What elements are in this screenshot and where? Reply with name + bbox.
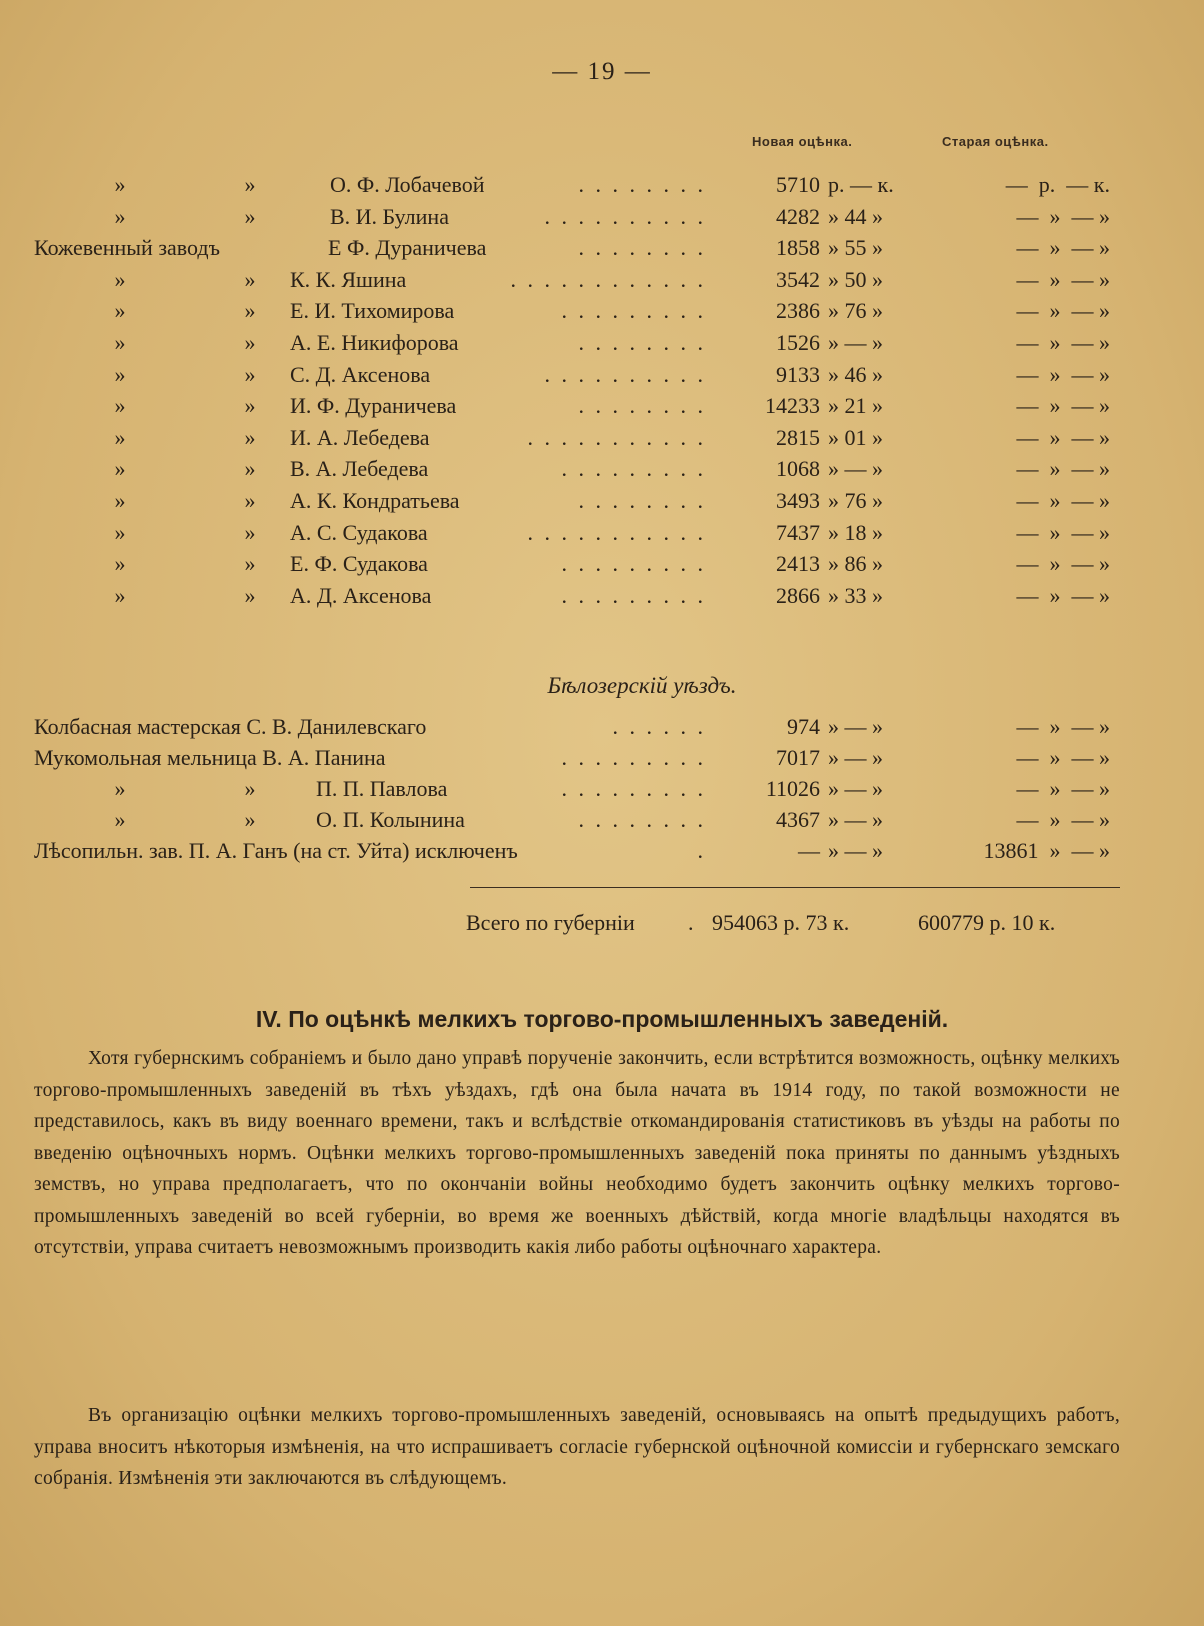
ditto-mark: » bbox=[244, 519, 256, 545]
ditto-mark: » bbox=[244, 488, 256, 513]
ditto-mark: » bbox=[244, 172, 256, 197]
leader-dots: . . . . . . . . . bbox=[561, 582, 706, 608]
table-row bbox=[0, 776, 1204, 806]
ditto-mark: » bbox=[244, 393, 256, 419]
row-name: В. И. Булина bbox=[330, 203, 449, 229]
old-value: — » — » bbox=[1016, 330, 1110, 355]
old-value: — р. — к. bbox=[1005, 172, 1110, 197]
table-row bbox=[0, 362, 1204, 392]
paragraph-2: Въ организацію оцѣнки мелкихъ торгово-промышленныхъ заведеній, основываясь на опытѣ предыдущихъ работъ, управа вноситъ нѣкоторыя измѣненія, на что испрашиваетъ согласіе губернской оцѣночной комиссіи и губернскаго земскаго собранія. Измѣненія эти заключаются въ слѣдующемъ. bbox=[34, 1405, 1120, 1489]
ditto-mark: » bbox=[114, 488, 126, 513]
old-value: 13861 » — » bbox=[983, 838, 1110, 863]
ditto-mark: » bbox=[114, 807, 126, 832]
table-row bbox=[0, 745, 1204, 775]
leader-dots: . . . . . . . . . . . bbox=[527, 424, 706, 450]
old-value: — » — » bbox=[1016, 266, 1110, 292]
total-old: 600779 р. 10 к. bbox=[918, 910, 1056, 935]
old-value: — » — » bbox=[1016, 393, 1110, 419]
ditto-mark: » bbox=[114, 172, 126, 197]
row-name: А. Е. Никифорова bbox=[290, 330, 459, 355]
leader-dots: . . . . . . . . . . . bbox=[527, 519, 706, 545]
leader-dots: . . . . . . . . . . . . bbox=[510, 266, 706, 292]
column-header-old: Старая оцѣнка. bbox=[942, 134, 1049, 149]
new-value-kopecks: » — » bbox=[828, 838, 883, 863]
total-dot: . bbox=[688, 910, 694, 935]
new-value-rubles: 4367 bbox=[776, 807, 820, 832]
new-value-rubles: — bbox=[798, 838, 820, 863]
ditto-mark: » bbox=[244, 424, 256, 450]
ditto-mark: » bbox=[114, 424, 126, 450]
paragraph-1: Хотя губернскимъ собраніемъ и было дано управѣ порученіе закончить, если встрѣтится возможность, оцѣнку мелкихъ торгово-промышленныхъ заведеній въ тѣхъ уѣздахъ, гдѣ она была начата въ 1914 году, по такой возможности не представилось, какъ въ виду военнаго времени, такъ и вслѣдствіе откомандированія статистиковъ въ уѣзды на работы по введенію оцѣночныхъ нормъ. Оцѣнки мелкихъ торгово-промышленныхъ заведеній пока приняты по даннымъ уѣздныхъ земствъ, но управа предполагаетъ, что по окончаніи войны необходимо будетъ закончить оцѣнку мелкихъ торгово-промышленныхъ заведеній во всей губерніи, во время же военныхъ дѣйствій, когда многіе владѣльцы находятся въ отсутствіи, управа считаетъ невозможнымъ производить какія либо работы оцѣночнаго характера. bbox=[34, 1048, 1120, 1258]
table-row bbox=[0, 298, 1204, 328]
old-value: — » — » bbox=[1016, 235, 1110, 261]
new-value-kopecks: » 44 » bbox=[828, 203, 883, 229]
ditto-mark: » bbox=[114, 551, 126, 577]
page-number: — 19 — bbox=[552, 58, 652, 85]
new-value-rubles: 1526 bbox=[776, 330, 820, 355]
row-name: О. Ф. Лобачевой bbox=[330, 172, 485, 197]
old-value: — » — » bbox=[1016, 361, 1110, 387]
table-row bbox=[0, 172, 1204, 202]
new-value-rubles: 4282 bbox=[776, 203, 820, 229]
old-value: — » — » bbox=[1016, 203, 1110, 229]
new-value-kopecks: » — » bbox=[828, 330, 883, 355]
row-name: И. Ф. Дураничева bbox=[290, 393, 457, 419]
new-value-kopecks: » 21 » bbox=[828, 393, 883, 419]
new-value-rubles: 14233 bbox=[765, 393, 820, 419]
new-value-kopecks: » 50 » bbox=[828, 266, 883, 292]
new-value-rubles: 2413 bbox=[776, 551, 820, 577]
leader-dots: . . . . . . . . bbox=[578, 393, 706, 419]
new-value-rubles: 3542 bbox=[776, 266, 820, 292]
leader-dots: . . . . . . . . bbox=[578, 807, 706, 832]
table-row bbox=[0, 456, 1204, 486]
leader-dots: . . . . . . . . . bbox=[561, 776, 706, 801]
table-row bbox=[0, 267, 1204, 297]
district-heading: Бѣлозерскій уѣздъ. bbox=[547, 673, 737, 698]
ditto-mark: » bbox=[114, 776, 126, 801]
ditto-mark: » bbox=[114, 203, 126, 229]
leader-dots: . . . . . . . . bbox=[578, 330, 706, 355]
table-row bbox=[0, 393, 1204, 423]
new-value-rubles: 2386 bbox=[776, 298, 820, 324]
leader-dots: . . . . . . . . bbox=[578, 488, 706, 513]
ditto-mark: » bbox=[114, 456, 126, 482]
row-name: Е. Ф. Судакова bbox=[290, 551, 428, 577]
old-value: — » — » bbox=[1016, 424, 1110, 450]
new-value-rubles: 9133 bbox=[776, 361, 820, 387]
old-value: — » — » bbox=[1016, 488, 1110, 513]
section-title: IV. По оцѣнкѣ мелкихъ торгово-промышленныхъ заведеній. bbox=[255, 1006, 949, 1032]
total-new: 954063 р. 73 к. bbox=[712, 910, 850, 935]
table-row bbox=[0, 838, 1204, 868]
leader-dots: . . . . . . . . . . bbox=[544, 203, 706, 229]
ditto-mark: » bbox=[114, 330, 126, 355]
new-value-rubles: 2815 bbox=[776, 424, 820, 450]
new-value-kopecks: » 46 » bbox=[828, 361, 883, 387]
new-value-rubles: 5710 bbox=[776, 172, 820, 197]
new-value-kopecks: р. — к. bbox=[828, 172, 894, 197]
total-rule bbox=[470, 887, 1120, 888]
old-value: — » — » bbox=[1016, 714, 1110, 739]
old-value: — » — » bbox=[1016, 456, 1110, 482]
new-value-kopecks: » 55 » bbox=[828, 235, 883, 261]
row-name: Е Ф. Дураничева bbox=[328, 235, 487, 261]
ditto-mark: » bbox=[114, 266, 126, 292]
new-value-rubles: 7437 bbox=[776, 519, 820, 545]
table-row bbox=[0, 551, 1204, 581]
new-value-rubles: 3493 bbox=[776, 488, 820, 513]
new-value-kopecks: » — » bbox=[828, 745, 883, 770]
old-value: — » — » bbox=[1016, 807, 1110, 832]
table-row bbox=[0, 330, 1204, 360]
row-name: Е. И. Тихомирова bbox=[290, 298, 455, 324]
ditto-mark: » bbox=[244, 456, 256, 482]
leader-dots: . . . . . . . . . bbox=[561, 456, 706, 482]
row-name: О. П. Колынина bbox=[316, 807, 465, 832]
row-name: А. Д. Аксенова bbox=[290, 582, 432, 608]
new-value-kopecks: » — » bbox=[828, 456, 883, 482]
new-value-kopecks: » — » bbox=[828, 776, 883, 801]
total-label: Всего по губерніи bbox=[466, 910, 635, 935]
column-header-new: Новая оцѣнка. bbox=[752, 134, 853, 149]
new-value-rubles: 2866 bbox=[776, 582, 820, 608]
ditto-mark: » bbox=[114, 298, 126, 324]
table-row bbox=[0, 235, 1204, 265]
ditto-mark: » bbox=[114, 519, 126, 545]
new-value-kopecks: » — » bbox=[828, 807, 883, 832]
ditto-mark: » bbox=[244, 551, 256, 577]
ditto-mark: » bbox=[244, 330, 256, 355]
row-name: И. А. Лебедева bbox=[290, 424, 430, 450]
new-value-kopecks: » 33 » bbox=[828, 582, 883, 608]
table-row bbox=[0, 714, 1204, 744]
ditto-mark: » bbox=[114, 582, 126, 608]
leader-dots: . . . . . . . . bbox=[578, 235, 706, 261]
old-value: — » — » bbox=[1016, 582, 1110, 608]
new-value-kopecks: » 18 » bbox=[828, 519, 883, 545]
row-name: А. С. Судакова bbox=[290, 519, 428, 545]
row-name: К. К. Яшина bbox=[290, 266, 407, 292]
ditto-mark: » bbox=[244, 582, 256, 608]
ditto-mark: » bbox=[244, 298, 256, 324]
old-value: — » — » bbox=[1016, 519, 1110, 545]
table-row bbox=[0, 807, 1204, 837]
leader-dots: . . . . . . . . . bbox=[561, 745, 706, 770]
new-value-rubles: 974 bbox=[787, 714, 820, 739]
row-prefix: Колбасная мастерская С. В. Данилевскаго bbox=[34, 714, 427, 739]
row-name: П. П. Павлова bbox=[316, 776, 448, 801]
old-value: — » — » bbox=[1016, 776, 1110, 801]
old-value: — » — » bbox=[1016, 745, 1110, 770]
ditto-mark: » bbox=[244, 807, 256, 832]
new-value-kopecks: » 76 » bbox=[828, 298, 883, 324]
new-value-kopecks: » 76 » bbox=[828, 488, 883, 513]
table-row bbox=[0, 204, 1204, 234]
leader-dots: . . . . . . . . bbox=[578, 172, 706, 197]
ditto-mark: » bbox=[114, 393, 126, 419]
new-value-rubles: 1858 bbox=[776, 235, 820, 261]
row-prefix: Лѣсопильн. зав. П. А. Ганъ (на ст. Уйта) исключенъ bbox=[34, 838, 518, 863]
ditto-mark: » bbox=[244, 776, 256, 801]
new-value-rubles: 1068 bbox=[776, 456, 820, 482]
row-name: А. К. Кондратьева bbox=[290, 488, 460, 513]
new-value-kopecks: » — » bbox=[828, 714, 883, 739]
old-value: — » — » bbox=[1016, 551, 1110, 577]
table-row bbox=[0, 425, 1204, 455]
table-row bbox=[0, 520, 1204, 550]
new-value-kopecks: » 86 » bbox=[828, 551, 883, 577]
new-value-kopecks: » 01 » bbox=[828, 424, 883, 450]
row-name: В. А. Лебедева bbox=[290, 456, 429, 482]
new-value-rubles: 11026 bbox=[765, 776, 820, 801]
new-value-rubles: 7017 bbox=[776, 745, 820, 770]
leader-dots: . . . . . . . . . bbox=[561, 551, 706, 577]
ditto-mark: » bbox=[244, 266, 256, 292]
ditto-mark: » bbox=[114, 361, 126, 387]
table-row bbox=[0, 583, 1204, 613]
row-name: С. Д. Аксенова bbox=[290, 361, 431, 387]
row-prefix: Мукомольная мельница В. А. Панина bbox=[34, 745, 386, 770]
ditto-mark: » bbox=[244, 203, 256, 229]
leader-dots: . . . . . . . . . . bbox=[544, 361, 706, 387]
old-value: — » — » bbox=[1016, 298, 1110, 324]
leader-dots: . bbox=[697, 838, 706, 863]
leader-dots: . . . . . . bbox=[612, 714, 706, 739]
table-row bbox=[0, 488, 1204, 518]
ditto-mark: » bbox=[244, 361, 256, 387]
row-prefix: Кожевенный заводъ bbox=[34, 235, 220, 261]
leader-dots: . . . . . . . . . bbox=[561, 298, 706, 324]
